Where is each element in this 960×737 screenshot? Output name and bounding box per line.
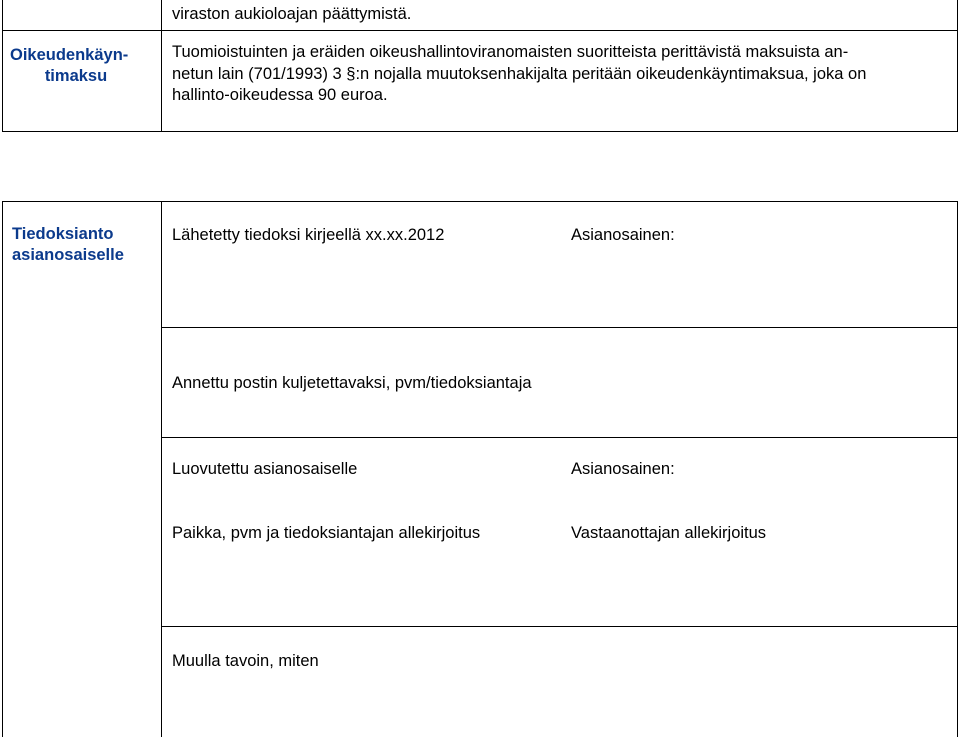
notice-table-top-border	[2, 201, 958, 202]
notice-row-divider-2	[161, 437, 958, 438]
posted-text: Annettu postin kuljetettavaksi, pvm/tiedoksiantaja	[172, 374, 532, 392]
notice-table-left-border	[2, 201, 3, 737]
notice-label-line-1: Tiedoksianto	[12, 225, 114, 243]
top-table-divider	[161, 0, 162, 132]
notice-row-divider-1	[161, 327, 958, 328]
party-label-2: Asianosainen:	[571, 460, 675, 478]
fee-label-line-2: timaksu	[44, 67, 108, 85]
fee-label	[10, 45, 142, 87]
top-table-bottom-border	[2, 131, 958, 132]
notice-label	[12, 224, 124, 266]
party-label-1: Asianosainen:	[571, 226, 675, 244]
place-date-signature-text: Paikka, pvm ja tiedoksiantajan allekirjoitus	[172, 524, 481, 542]
fee-paragraph-line-3: hallinto-oikeudessa 90 euroa.	[172, 86, 388, 104]
fee-label-line-1: Oikeudenkäyn-	[10, 46, 129, 64]
sent-by-letter-text: Lähetetty tiedoksi kirjeellä xx.xx.2012	[172, 226, 445, 244]
notice-label-line-2: asianosaiselle	[12, 246, 124, 264]
fee-paragraph-line-2: netun lain (701/1993) 3 §:n nojalla muutoksenhakijalta peritään oikeudenkäyntimaksua, joka on	[172, 64, 867, 83]
delivered-text: Luovutettu asianosaiselle	[172, 460, 358, 478]
continued-text: viraston aukioloajan päättymistä.	[172, 5, 412, 23]
top-table-left-border	[2, 0, 3, 132]
notice-row-divider-3	[161, 626, 958, 627]
fee-paragraph-line-1: Tuomioistuinten ja eräiden oikeushallintoviranomaisten suoritteista perittävistä maksuista an-	[172, 43, 849, 61]
top-table-right-border	[957, 0, 958, 132]
notice-table-right-border	[957, 201, 958, 737]
top-table-row-divider	[2, 30, 958, 31]
other-means-text: Muulla tavoin, miten	[172, 652, 319, 670]
notice-table-divider	[161, 201, 162, 737]
recipient-signature-text: Vastaanottajan allekirjoitus	[571, 524, 767, 542]
fee-paragraph	[172, 42, 947, 107]
